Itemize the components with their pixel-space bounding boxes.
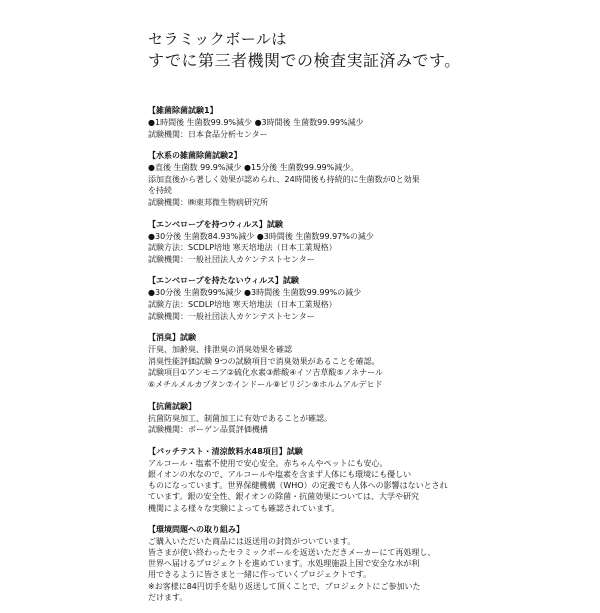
section-text-line: 世界へ届けるプロジェクトを進めています。水処理施設上国で安全な水が利 xyxy=(148,559,420,569)
section-text-line: 試験機関：ボーゲン品質評価機構 xyxy=(148,425,268,435)
section-text-line: ものになっています。世界保健機構（WHO）の定義でも人体への影響はないとされ xyxy=(148,481,448,491)
heading-line-1: セラミックボールは xyxy=(148,30,287,48)
section-text-line: を持続 xyxy=(148,186,172,196)
test-section xyxy=(148,401,568,436)
section-text-line: 試験機関：一般社団法人カケンテストセンター xyxy=(148,311,315,321)
section-text-line: 試験方法：SCDLP培地 寒天培地法（日本工業規格） xyxy=(148,299,337,309)
page-heading xyxy=(148,28,461,72)
test-section xyxy=(148,150,568,208)
section-text-line: ⑥メチルメルカプタン⑦インドール⑧ピリジン⑨ホルムアルデヒド xyxy=(148,379,383,389)
section-text-line: ※お客様に84円切手を貼り返送して頂くことで、プロジェクトにご参加いた xyxy=(148,581,421,591)
section-text-line: ●30分後 生菌数84.93%減少 ●3時間後 生菌数99.97%の減少 xyxy=(148,231,374,241)
section-title: 【環境問題への取り組み】 xyxy=(148,524,244,534)
section-text-line: 抗菌防臭加工、制菌加工に有効であることが確認。 xyxy=(148,413,332,423)
section-title: 【エンベロープを持つウィルス】試験 xyxy=(148,219,283,229)
section-title: 【水系の雑菌除菌試験2】 xyxy=(148,151,242,161)
section-text-line: 添加直後から著しく効果が認められ、24時間後も持続的に生菌数が0と効果 xyxy=(148,174,420,184)
section-text-line: 試験機関：一般社団法人カケンテストセンター xyxy=(148,254,315,264)
section-text-line: 銀イオンの水なので、アルコールや塩素を含まず人体にも環境にも優しい xyxy=(148,469,412,479)
section-title: 【抗菌試験】 xyxy=(148,401,196,411)
section-text-line: ています。銀の安全性、銀イオンの除菌・抗菌効果については、大学や研究 xyxy=(148,492,419,502)
section-text-line: 皆さまが使い終わったセラミックボールを返送いただきメーカーにて再処理し、 xyxy=(148,547,436,557)
heading-line-2: すでに第三者機関での検査実証済みです。 xyxy=(148,51,461,70)
section-text-line: ご購入いただいた商品には返送用の封筒がついています。 xyxy=(148,536,356,546)
section-text-line: アルコール・塩素不使用で安心安全。赤ちゃんやペットにも安心。 xyxy=(148,458,388,468)
section-text-line: ●1時間後 生菌数99.9%減少 ●3時間後 生菌数99.99%減少 xyxy=(148,118,364,127)
test-section xyxy=(148,524,568,603)
section-text-line: 試験項目①アンモニア②硫化水素③酢酸④イソ吉草酸⑤ノネナール xyxy=(148,368,384,378)
section-title: 【消臭】試験 xyxy=(148,333,196,343)
test-section xyxy=(148,275,568,322)
section-title: 【雑菌除菌試験1】 xyxy=(148,106,218,115)
section-title: 【エンベロープを持たないウィルス】試験 xyxy=(148,276,299,286)
test-results-list xyxy=(148,105,568,613)
section-text-line: 消臭性能評価試験 9つの試験項目で消臭効果があることを確認。 xyxy=(148,356,380,366)
test-section xyxy=(148,105,568,140)
section-title: 【パッチテスト・清涼飲料水48項目】試験 xyxy=(148,446,303,456)
section-text-line: 用できるように皆さまと一緒に作っていくプロジェクトです。 xyxy=(148,570,372,580)
section-text-line: ●直後 生菌数 99.9%減少 ●15分後 生菌数99.99%減少。 xyxy=(148,163,359,173)
section-text-line: 試験機関：㈱東邦微生物病研究所 xyxy=(148,197,268,207)
section-text-line: 試験方法：SCDLP培地 寒天培地法（日本工業規格） xyxy=(148,243,337,253)
test-section xyxy=(148,332,568,390)
section-text-line: ●30分後 生菌数99%減少 ●3時間後 生菌数99.99%の減少 xyxy=(148,288,362,298)
section-text-line: 汗臭、加齢臭、排泄臭の消臭効果を確認 xyxy=(148,345,292,355)
section-text-line: だけます。 xyxy=(148,592,188,602)
section-text-line: 機関による様々な実験によっても確認されています。 xyxy=(148,503,340,513)
test-section xyxy=(148,219,568,266)
test-section xyxy=(148,446,568,514)
section-text-line: 試験機関：日本食品分析センター xyxy=(148,129,268,139)
